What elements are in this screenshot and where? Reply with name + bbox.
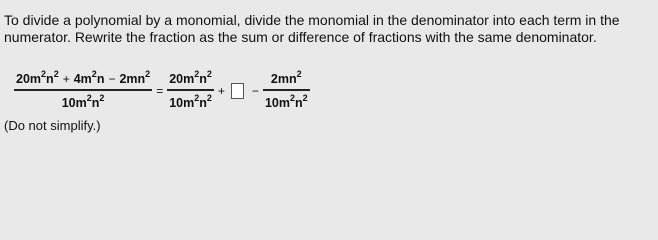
lhs-num-term1-var: n	[46, 72, 54, 87]
note-text: (Do not simplify.)	[4, 118, 101, 133]
lhs-minus-sign: −	[108, 72, 116, 87]
lhs-den-var: n	[91, 95, 100, 110]
lhs-num-term1-exp-n: 2	[53, 69, 59, 80]
lhs-num-term2-coef: 4m	[73, 72, 92, 87]
rhs3-den-exp-n: 2	[302, 92, 308, 103]
rhs-fraction-3	[263, 69, 310, 110]
instructions-text: To divide a polynomial by a monomial, divide the monomial in the denominator into each term in the numerator. Rewrite the fraction as the sum or difference of fractions with the same denominator.	[4, 12, 620, 45]
plus-sign: +	[217, 84, 225, 98]
rhs1-num-exp-n: 2	[206, 69, 212, 80]
rhs1-denominator	[167, 91, 214, 110]
lhs-num-term2-exp-m: 2	[91, 69, 97, 80]
rhs3-num-coef: 2mn	[270, 72, 297, 87]
lhs-plus-sign: +	[62, 72, 70, 87]
lhs-fraction	[14, 69, 152, 110]
lhs-den-exp-n: 2	[99, 92, 105, 103]
rhs1-num-coef: 20m	[169, 72, 195, 87]
equation	[14, 63, 310, 119]
lhs-num-term1-coef: 20m	[16, 72, 42, 87]
rhs1-numerator	[167, 69, 214, 89]
rhs3-den-coef: 10m	[264, 95, 290, 110]
rhs3-den-var: n	[294, 95, 303, 110]
lhs-num-term1-exp-m: 2	[41, 69, 47, 80]
equals-sign: =	[156, 84, 164, 98]
rhs3-num-exp-n: 2	[296, 69, 302, 80]
rhs-fraction-1	[167, 69, 214, 110]
lhs-denominator	[60, 91, 107, 110]
rhs3-den-exp-m: 2	[289, 92, 295, 103]
answer-input-box[interactable]	[231, 83, 244, 99]
rhs1-den-exp-n: 2	[206, 92, 212, 103]
rhs1-num-exp-m: 2	[194, 69, 200, 80]
lhs-num-term3-exp-n: 2	[145, 69, 151, 80]
lhs-den-coef: 10m	[61, 95, 87, 110]
rhs1-den-exp-m: 2	[194, 92, 200, 103]
rhs3-numerator	[269, 69, 304, 89]
lhs-den-exp-m: 2	[86, 92, 92, 103]
minus-sign: −	[251, 84, 259, 98]
rhs1-den-var: n	[199, 95, 207, 110]
lhs-num-term3-coef: 2mn	[119, 72, 146, 87]
lhs-num-term2-var: n	[96, 72, 105, 87]
rhs1-den-coef: 10m	[169, 95, 195, 110]
rhs1-num-var: n	[199, 72, 207, 87]
lhs-numerator	[14, 69, 152, 89]
rhs3-denominator	[263, 91, 310, 110]
